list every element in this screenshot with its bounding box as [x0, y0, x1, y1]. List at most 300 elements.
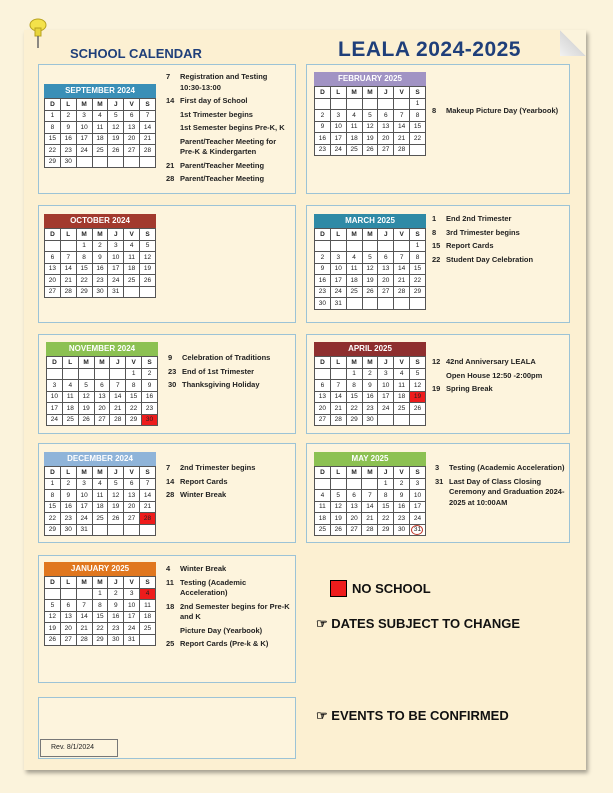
day-cell: 21 [76, 623, 92, 635]
weekday-header: S [140, 467, 156, 479]
weekday-header: D [315, 87, 331, 99]
school-year-title: LEALA 2024-2025 [338, 38, 521, 61]
event-text: End of 1st Trimester [182, 366, 255, 376]
day-cell [94, 368, 110, 380]
day-cell: 19 [140, 263, 156, 275]
day-cell [394, 240, 410, 252]
week-row [45, 156, 156, 168]
week-row [315, 380, 426, 392]
day-cell: 30 [394, 524, 410, 536]
day-cell: 11 [346, 121, 362, 133]
weekday-header: J [378, 87, 394, 99]
day-cell [394, 414, 410, 426]
day-cell: 12 [140, 252, 156, 264]
event-text: 3rd Trimester begins [446, 227, 520, 237]
month-calendar [314, 342, 426, 426]
day-cell: 14 [110, 391, 126, 403]
event-item [166, 137, 290, 158]
day-cell [378, 240, 394, 252]
weekday-header: L [62, 357, 78, 369]
day-cell: 4 [346, 252, 362, 264]
weekday-header: M [92, 229, 108, 241]
calendar-heading: SCHOOL CALENDAR [70, 46, 202, 61]
day-cell: 6 [60, 600, 76, 612]
day-cell: 9 [315, 121, 331, 133]
event-text: 2nd Trimester begins [180, 463, 256, 472]
day-cell: 3 [409, 478, 425, 490]
day-cell: 9 [142, 380, 158, 392]
day-cell: 4 [92, 110, 108, 122]
day-cell [92, 156, 108, 168]
event-date: 30 [168, 380, 177, 389]
week-row [315, 391, 426, 403]
day-cell [410, 144, 426, 156]
week-row [315, 252, 426, 264]
day-cell: 8 [410, 252, 426, 264]
event-date: 3 [435, 463, 440, 472]
week-row [315, 501, 426, 513]
day-cell: 23 [315, 286, 331, 298]
day-cell [362, 298, 378, 310]
week-row [45, 122, 156, 134]
day-cell: 9 [394, 490, 410, 502]
event-text: Thanksgiving Holiday [182, 380, 260, 389]
event-date: 7 [166, 72, 171, 81]
weekday-header: S [409, 467, 425, 479]
day-cell: 7 [76, 600, 92, 612]
day-cell: 28 [76, 634, 92, 646]
month-calendar [46, 342, 158, 426]
week-row [47, 368, 158, 380]
week-row [45, 513, 156, 525]
day-cell [76, 588, 92, 600]
day-cell: 28 [110, 414, 126, 426]
day-cell: 8 [92, 600, 108, 612]
day-cell: 22 [410, 133, 426, 145]
day-cell: 28 [362, 524, 378, 536]
day-cell [346, 240, 362, 252]
event-item [166, 639, 290, 650]
week-row [45, 501, 156, 513]
event-text: Testing (Academic Acceleration) [449, 463, 565, 472]
day-cell: 28 [140, 513, 156, 525]
weekday-header: V [394, 229, 410, 241]
week-row [47, 403, 158, 415]
week-row [45, 133, 156, 145]
day-cell: 30 [60, 524, 76, 536]
day-cell [330, 98, 346, 110]
weekday-header: M [92, 99, 108, 111]
event-date: 8 [432, 106, 437, 115]
weekday-header: M [76, 229, 92, 241]
day-cell: 19 [108, 133, 124, 145]
week-row [45, 263, 156, 275]
week-row [45, 588, 156, 600]
day-cell: 18 [62, 403, 78, 415]
day-cell: 14 [76, 611, 92, 623]
day-cell: 22 [346, 403, 362, 415]
event-text: Parent/Teacher Meeting for Pre-K & Kindergarten [180, 136, 277, 156]
day-cell: 18 [124, 263, 140, 275]
event-date: 28 [166, 490, 175, 499]
day-cell: 18 [315, 513, 331, 525]
day-cell [45, 240, 61, 252]
day-cell: 14 [362, 501, 378, 513]
day-cell: 18 [92, 501, 108, 513]
day-cell: 29 [92, 634, 108, 646]
event-item [166, 477, 290, 488]
day-cell: 26 [78, 414, 94, 426]
day-cell: 8 [346, 380, 362, 392]
event-item [166, 626, 290, 637]
weekday-header: M [76, 99, 92, 111]
month-events [432, 214, 562, 265]
day-cell: 13 [45, 263, 61, 275]
month-calendar [314, 452, 426, 536]
event-text: Spring Break [446, 384, 493, 393]
day-cell: 1 [92, 588, 108, 600]
month-calendar [314, 72, 426, 156]
day-cell: 6 [45, 252, 61, 264]
day-cell: 3 [108, 240, 124, 252]
day-cell: 2 [60, 110, 76, 122]
event-date: 12 [432, 357, 441, 366]
event-text: Report Cards [180, 476, 228, 486]
weekday-header: L [330, 357, 346, 369]
month-events [166, 72, 290, 185]
day-cell: 21 [394, 133, 410, 145]
event-text: Registration and Testing 10:30-13:00 [180, 72, 268, 92]
event-text: Parent/Teacher Meeting [180, 174, 265, 183]
day-cell: 13 [315, 391, 331, 403]
day-cell: 13 [124, 490, 140, 502]
day-cell: 1 [410, 98, 426, 110]
day-cell [410, 414, 426, 426]
day-cell [346, 98, 362, 110]
month-grid [44, 466, 156, 536]
day-cell: 21 [330, 403, 346, 415]
day-cell [78, 368, 94, 380]
day-cell: 10 [47, 391, 63, 403]
week-row [315, 275, 426, 287]
event-item [432, 384, 562, 395]
week-row [315, 240, 426, 252]
day-cell: 5 [108, 110, 124, 122]
week-row [45, 286, 156, 298]
day-cell: 13 [94, 391, 110, 403]
day-cell: 16 [315, 275, 331, 287]
event-text: Last Day of Class Closing Ceremony and Graduation 2024-2025 at 10:00AM [449, 476, 565, 507]
event-item [432, 357, 562, 368]
day-cell: 2 [315, 252, 331, 264]
day-cell: 12 [362, 263, 378, 275]
weekday-header: J [378, 229, 394, 241]
week-row [45, 110, 156, 122]
event-date: 18 [166, 601, 175, 611]
weekday-header: M [76, 467, 92, 479]
day-cell: 14 [140, 490, 156, 502]
day-cell: 11 [315, 501, 331, 513]
event-item [166, 123, 290, 134]
month-title: MARCH 2025 [314, 214, 426, 228]
day-cell: 5 [78, 380, 94, 392]
day-cell: 8 [76, 252, 92, 264]
day-cell: 11 [62, 391, 78, 403]
day-cell: 3 [76, 110, 92, 122]
day-cell: 17 [108, 263, 124, 275]
weekday-header: D [45, 99, 61, 111]
day-cell: 29 [45, 156, 61, 168]
event-item [435, 463, 565, 474]
day-cell: 4 [346, 110, 362, 122]
day-cell: 25 [62, 414, 78, 426]
day-cell: 7 [394, 252, 410, 264]
day-cell: 27 [124, 513, 140, 525]
weekday-header: M [78, 357, 94, 369]
week-row [45, 611, 156, 623]
day-cell [378, 414, 394, 426]
month-title: JANUARY 2025 [44, 562, 156, 576]
day-cell: 4 [124, 240, 140, 252]
weekday-header: J [108, 229, 124, 241]
week-row [315, 403, 426, 415]
event-item [166, 578, 290, 599]
day-cell: 27 [378, 286, 394, 298]
day-cell [330, 478, 346, 490]
month-calendar [314, 214, 426, 310]
day-cell: 24 [47, 414, 63, 426]
week-row [315, 513, 426, 525]
day-cell: 23 [92, 275, 108, 287]
week-row [315, 144, 426, 156]
event-text: 2nd Semester begins for Pre-K and K [180, 601, 290, 621]
day-cell: 26 [410, 403, 426, 415]
day-cell: 12 [362, 121, 378, 133]
day-cell: 9 [108, 600, 124, 612]
day-cell: 5 [362, 252, 378, 264]
day-cell [108, 524, 124, 536]
day-cell [362, 478, 378, 490]
day-cell: 18 [92, 133, 108, 145]
day-cell [124, 156, 140, 168]
day-cell: 21 [140, 501, 156, 513]
weekday-header: L [60, 467, 76, 479]
event-text: Testing (Academic Acceleration) [180, 577, 247, 597]
day-cell: 13 [124, 122, 140, 134]
day-cell: 29 [346, 414, 362, 426]
weekday-header: V [394, 357, 410, 369]
legend-dates-change-text: DATES SUBJECT TO CHANGE [331, 616, 521, 631]
day-cell [315, 240, 331, 252]
day-cell: 14 [394, 263, 410, 275]
day-cell [378, 298, 394, 310]
day-cell: 28 [330, 414, 346, 426]
event-date: 23 [168, 366, 177, 376]
day-cell: 24 [409, 513, 425, 525]
revision-date: Rev. 8/1/2024 [40, 739, 118, 757]
day-cell: 16 [142, 391, 158, 403]
month-title: OCTOBER 2024 [44, 214, 156, 228]
day-cell: 15 [126, 391, 142, 403]
day-cell: 2 [92, 240, 108, 252]
day-cell: 1 [126, 368, 142, 380]
day-cell [330, 368, 346, 380]
day-cell: 2 [60, 478, 76, 490]
month-calendar [44, 84, 156, 168]
day-cell: 15 [45, 133, 61, 145]
day-cell: 2 [315, 110, 331, 122]
day-cell: 10 [330, 263, 346, 275]
event-date: 28 [166, 174, 175, 183]
day-cell [394, 98, 410, 110]
week-row [315, 133, 426, 145]
day-cell: 30 [142, 414, 158, 426]
day-cell: 19 [108, 501, 124, 513]
day-cell: 11 [124, 252, 140, 264]
day-cell [62, 368, 78, 380]
day-cell: 6 [378, 110, 394, 122]
day-cell: 26 [45, 634, 61, 646]
day-cell: 22 [92, 623, 108, 635]
day-cell: 14 [394, 121, 410, 133]
day-cell: 9 [362, 380, 378, 392]
event-text: Makeup Picture Day (Yearbook) [446, 106, 559, 115]
day-cell: 29 [76, 286, 92, 298]
day-cell: 9 [315, 263, 331, 275]
weekday-header: M [362, 229, 378, 241]
day-cell [140, 634, 156, 646]
month-title: MAY 2025 [314, 452, 426, 466]
day-cell: 29 [45, 524, 61, 536]
event-text: Winter Break [180, 564, 227, 573]
month-calendar [44, 452, 156, 536]
event-text: Celebration of Traditions [182, 353, 271, 362]
day-cell: 27 [60, 634, 76, 646]
day-cell: 30 [92, 286, 108, 298]
day-cell: 19 [330, 513, 346, 525]
weekday-header: J [378, 357, 394, 369]
weekday-header: D [47, 357, 63, 369]
day-cell [394, 298, 410, 310]
day-cell: 19 [410, 391, 426, 403]
day-cell: 10 [378, 380, 394, 392]
day-cell: 22 [45, 145, 61, 157]
week-row [315, 490, 426, 502]
day-cell: 9 [60, 490, 76, 502]
day-cell: 6 [124, 110, 140, 122]
week-row [45, 490, 156, 502]
day-cell: 17 [47, 403, 63, 415]
day-cell: 6 [124, 478, 140, 490]
day-cell [108, 156, 124, 168]
day-cell: 2 [142, 368, 158, 380]
day-cell: 17 [330, 275, 346, 287]
week-row [315, 298, 426, 310]
day-cell: 30 [60, 156, 76, 168]
week-row [47, 380, 158, 392]
weekday-header: S [140, 99, 156, 111]
day-cell: 24 [76, 145, 92, 157]
day-cell: 22 [378, 513, 394, 525]
day-cell: 27 [315, 414, 331, 426]
event-item [432, 214, 562, 225]
day-cell: 28 [394, 286, 410, 298]
event-text: Parent/Teacher Meeting [180, 160, 265, 170]
day-cell: 4 [62, 380, 78, 392]
day-cell: 1 [410, 240, 426, 252]
day-cell: 10 [330, 121, 346, 133]
event-text: Winter Break [180, 490, 227, 499]
day-cell: 15 [410, 263, 426, 275]
day-cell: 3 [330, 110, 346, 122]
day-cell: 7 [140, 478, 156, 490]
legend-no-school: NO SCHOOL [352, 581, 431, 596]
day-cell: 23 [142, 403, 158, 415]
event-item [166, 564, 290, 575]
day-cell: 6 [315, 380, 331, 392]
day-cell: 14 [60, 263, 76, 275]
day-cell: 20 [378, 133, 394, 145]
day-cell: 29 [410, 286, 426, 298]
weekday-header: V [124, 467, 140, 479]
day-cell: 16 [362, 391, 378, 403]
month-events [435, 463, 565, 508]
day-cell: 7 [330, 380, 346, 392]
event-text: 42nd Anniversary LEALA [446, 357, 536, 366]
day-cell: 11 [394, 380, 410, 392]
day-cell: 19 [362, 133, 378, 145]
weekday-header: M [94, 357, 110, 369]
day-cell: 10 [108, 252, 124, 264]
day-cell: 5 [330, 490, 346, 502]
day-cell: 28 [394, 144, 410, 156]
day-cell: 24 [76, 513, 92, 525]
day-cell: 8 [410, 110, 426, 122]
day-cell: 5 [140, 240, 156, 252]
day-cell: 26 [362, 144, 378, 156]
day-cell: 3 [330, 252, 346, 264]
day-cell: 11 [140, 600, 156, 612]
day-cell: 17 [124, 611, 140, 623]
weekday-header: J [108, 467, 124, 479]
event-text: End 2nd Trimester [446, 214, 512, 223]
day-cell: 17 [378, 391, 394, 403]
day-cell [315, 478, 331, 490]
weekday-header: V [394, 467, 410, 479]
month-title: SEPTEMBER 2024 [44, 84, 156, 98]
week-row [315, 414, 426, 426]
day-cell: 11 [346, 263, 362, 275]
day-cell: 15 [92, 611, 108, 623]
week-row [47, 414, 158, 426]
day-cell: 14 [140, 122, 156, 134]
day-cell: 7 [140, 110, 156, 122]
day-cell [410, 298, 426, 310]
month-title: NOVEMBER 2024 [46, 342, 158, 356]
event-item [168, 353, 292, 364]
week-row [45, 600, 156, 612]
day-cell: 7 [394, 110, 410, 122]
day-cell: 10 [76, 122, 92, 134]
event-item [168, 380, 292, 391]
day-cell: 4 [92, 478, 108, 490]
weekday-header: L [60, 577, 76, 589]
day-cell: 30 [315, 298, 331, 310]
day-cell: 24 [108, 275, 124, 287]
day-cell: 28 [140, 145, 156, 157]
day-cell: 13 [378, 263, 394, 275]
day-cell [47, 368, 63, 380]
